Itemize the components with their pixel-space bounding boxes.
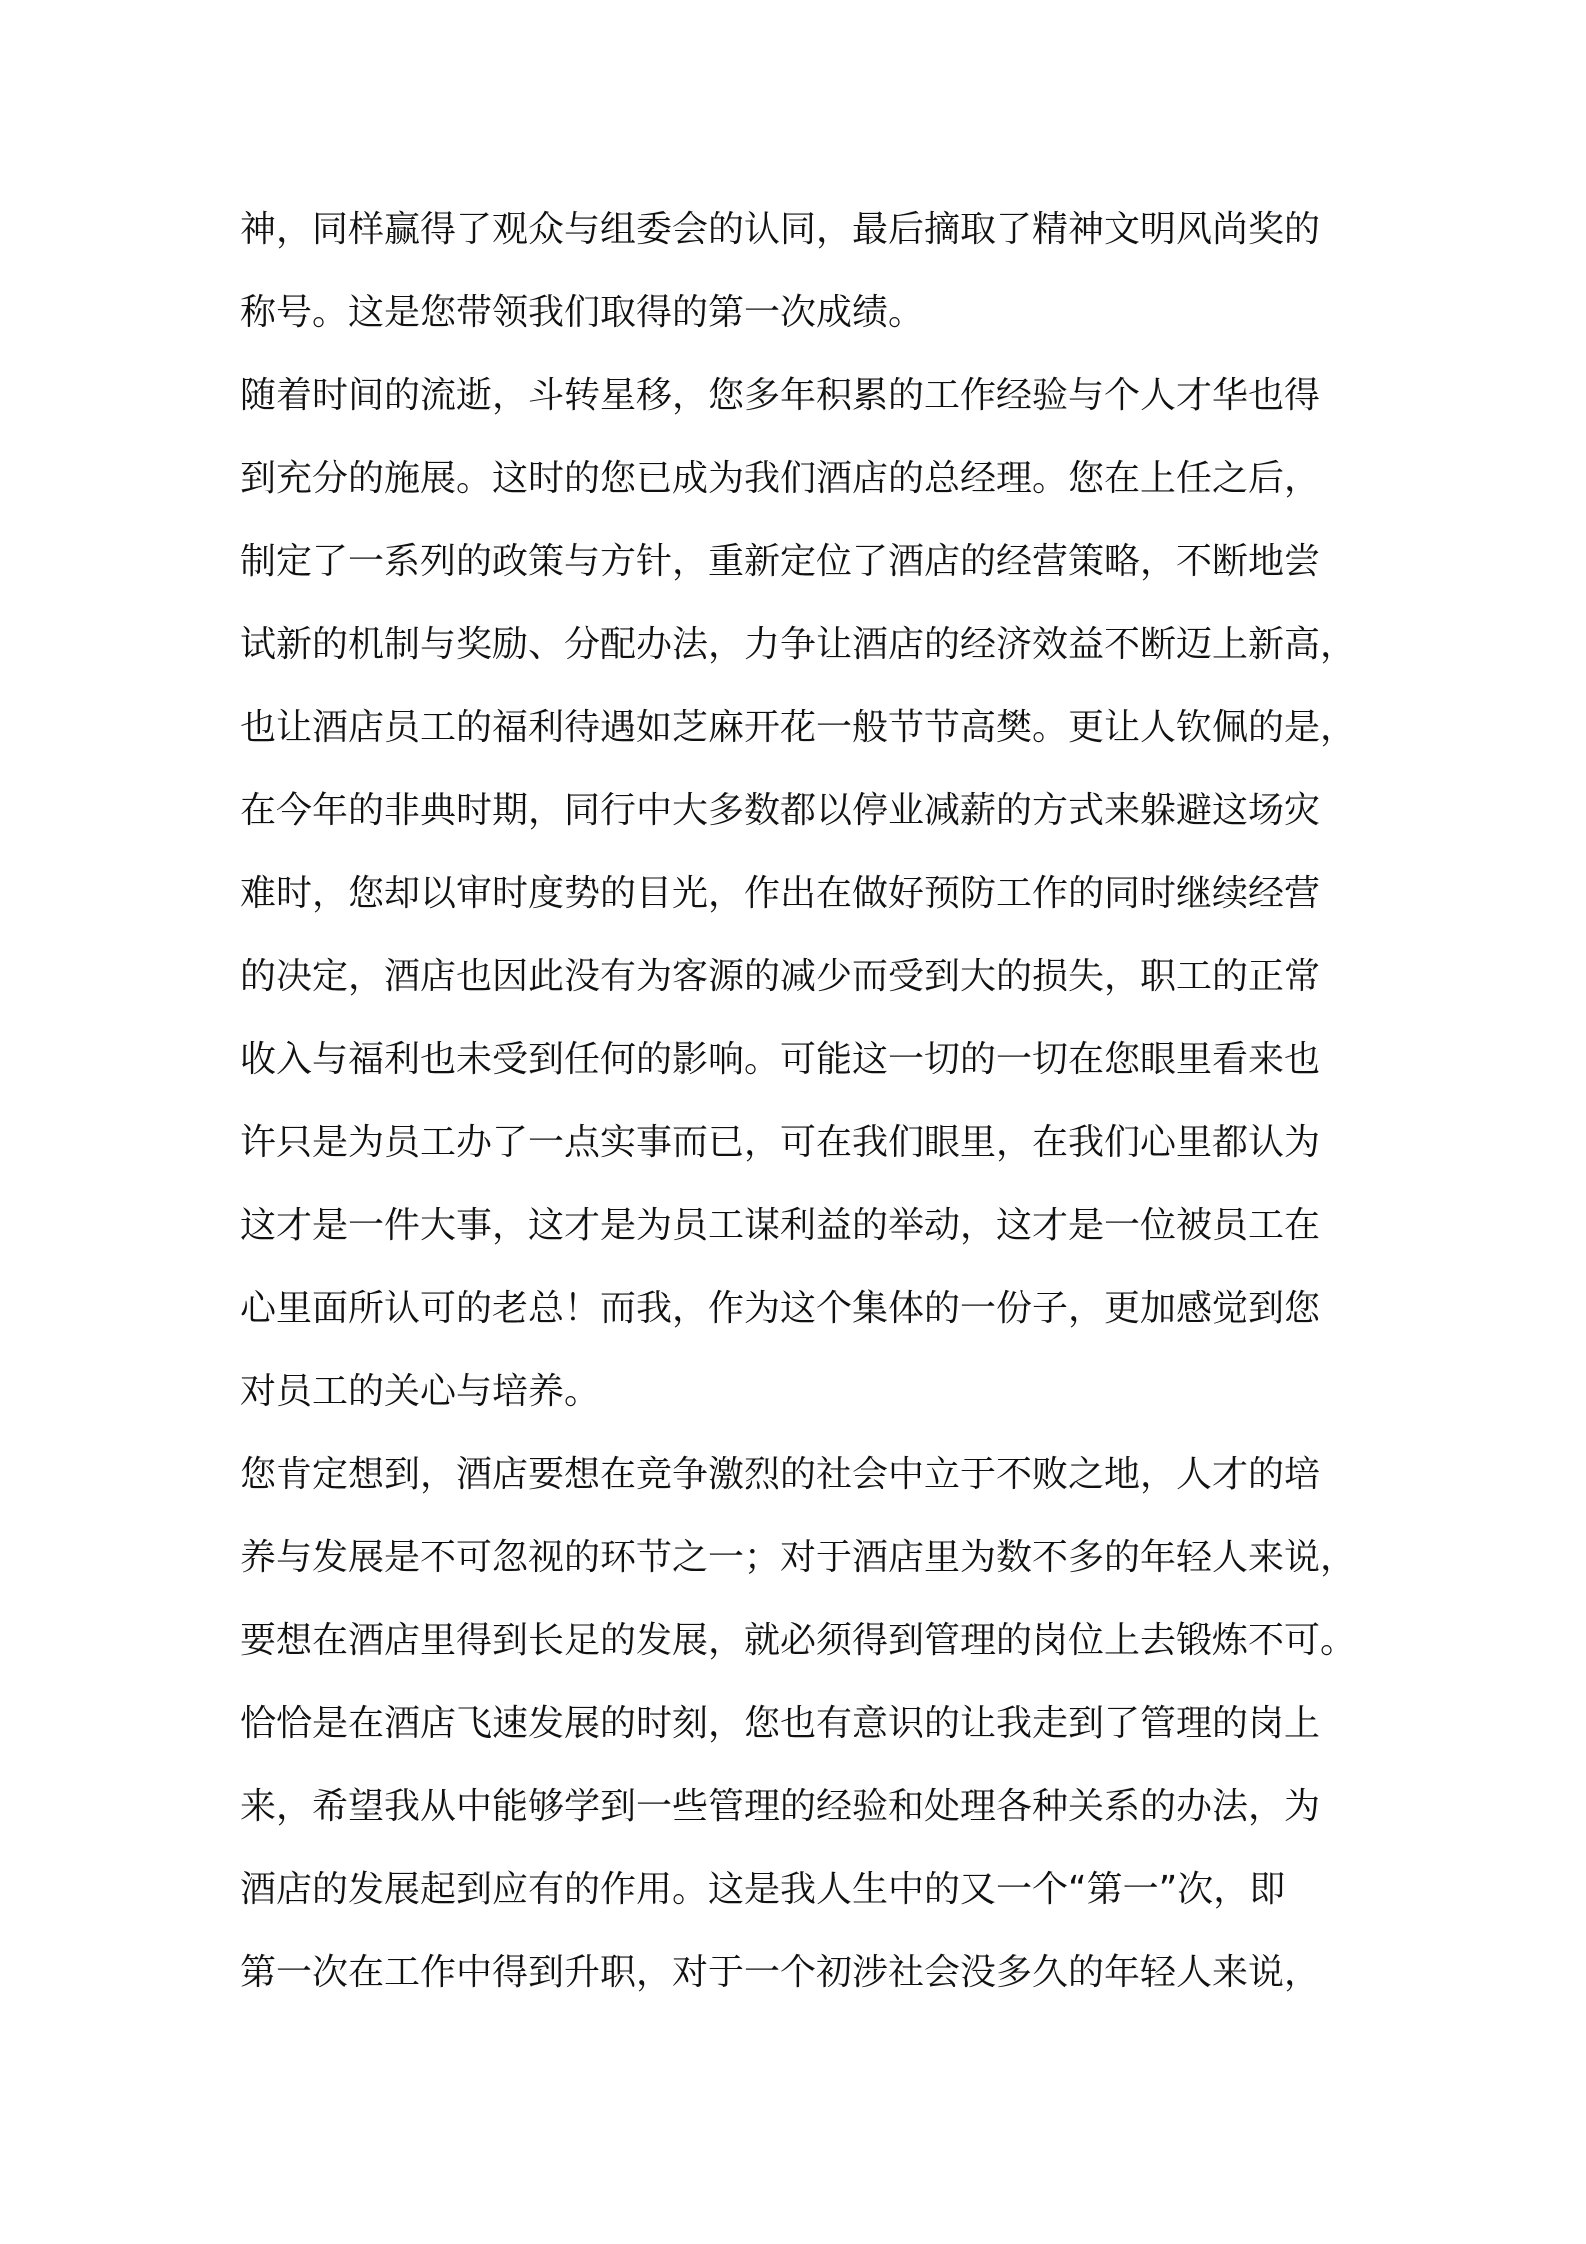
body-text [240,188,1370,2014]
text-line: 称号。这是您带领我们取得的第一次成绩。 [240,292,925,333]
text-line: 第一次在工作中得到升职，对于一个初涉社会没多久的年轻人来说， [240,1952,1321,1993]
text-line: 也让酒店员工的福利待遇如芝麻开花一般节节高樊。更让人钦佩的是， [240,707,1357,748]
text-line: 对员工的关心与培养。 [240,1371,601,1412]
text-line: 要想在酒店里得到长足的发展，就必须得到管理的岗位上去锻炼不可。 [240,1620,1357,1661]
text-line: 难时，您却以审时度势的目光，作出在做好预防工作的同时继续经营 [240,873,1321,914]
text-line: 恰恰是在酒店飞速发展的时刻，您也有意识的让我走到了管理的岗上 [240,1703,1321,1744]
text-line: 到充分的施展。这时的您已成为我们酒店的总经理。您在上任之后， [240,458,1321,499]
text-line: 收入与福利也未受到任何的影响。可能这一切的一切在您眼里看来也 [240,1039,1321,1080]
text-line: 来，希望我从中能够学到一些管理的经验和处理各种关系的办法，为 [240,1786,1321,1827]
text-line: 酒店的发展起到应有的作用。这是我人生中的又一个“第一”次，即 [240,1869,1286,1910]
text-line: 制定了一系列的政策与方针，重新定位了酒店的经营策略，不断地尝 [240,541,1321,582]
text-line: 在今年的非典时期，同行中大多数都以停业减薪的方式来躲避这场灾 [240,790,1321,831]
text-line: 随着时间的流逝，斗转星移，您多年积累的工作经验与个人才华也得 [240,375,1321,416]
text-line: 神，同样赢得了观众与组委会的认同，最后摘取了精神文明风尚奖的 [240,209,1321,250]
text-line: 这才是一件大事，这才是为员工谋利益的举动，这才是一位被员工在 [240,1205,1321,1246]
text-line: 许只是为员工办了一点实事而已，可在我们眼里，在我们心里都认为 [240,1122,1321,1163]
text-line: 养与发展是不可忽视的环节之一；对于酒店里为数不多的年轻人来说， [240,1537,1357,1578]
text-line: 心里面所认可的老总！而我，作为这个集体的一份子，更加感觉到您 [240,1288,1321,1329]
text-line: 的决定，酒店也因此没有为客源的减少而受到大的损失，职工的正常 [240,956,1321,997]
text-line: 您肯定想到，酒店要想在竞争激烈的社会中立于不败之地，人才的培 [240,1454,1321,1495]
text-line: 试新的机制与奖励、分配办法，力争让酒店的经济效益不断迈上新高， [240,624,1357,665]
